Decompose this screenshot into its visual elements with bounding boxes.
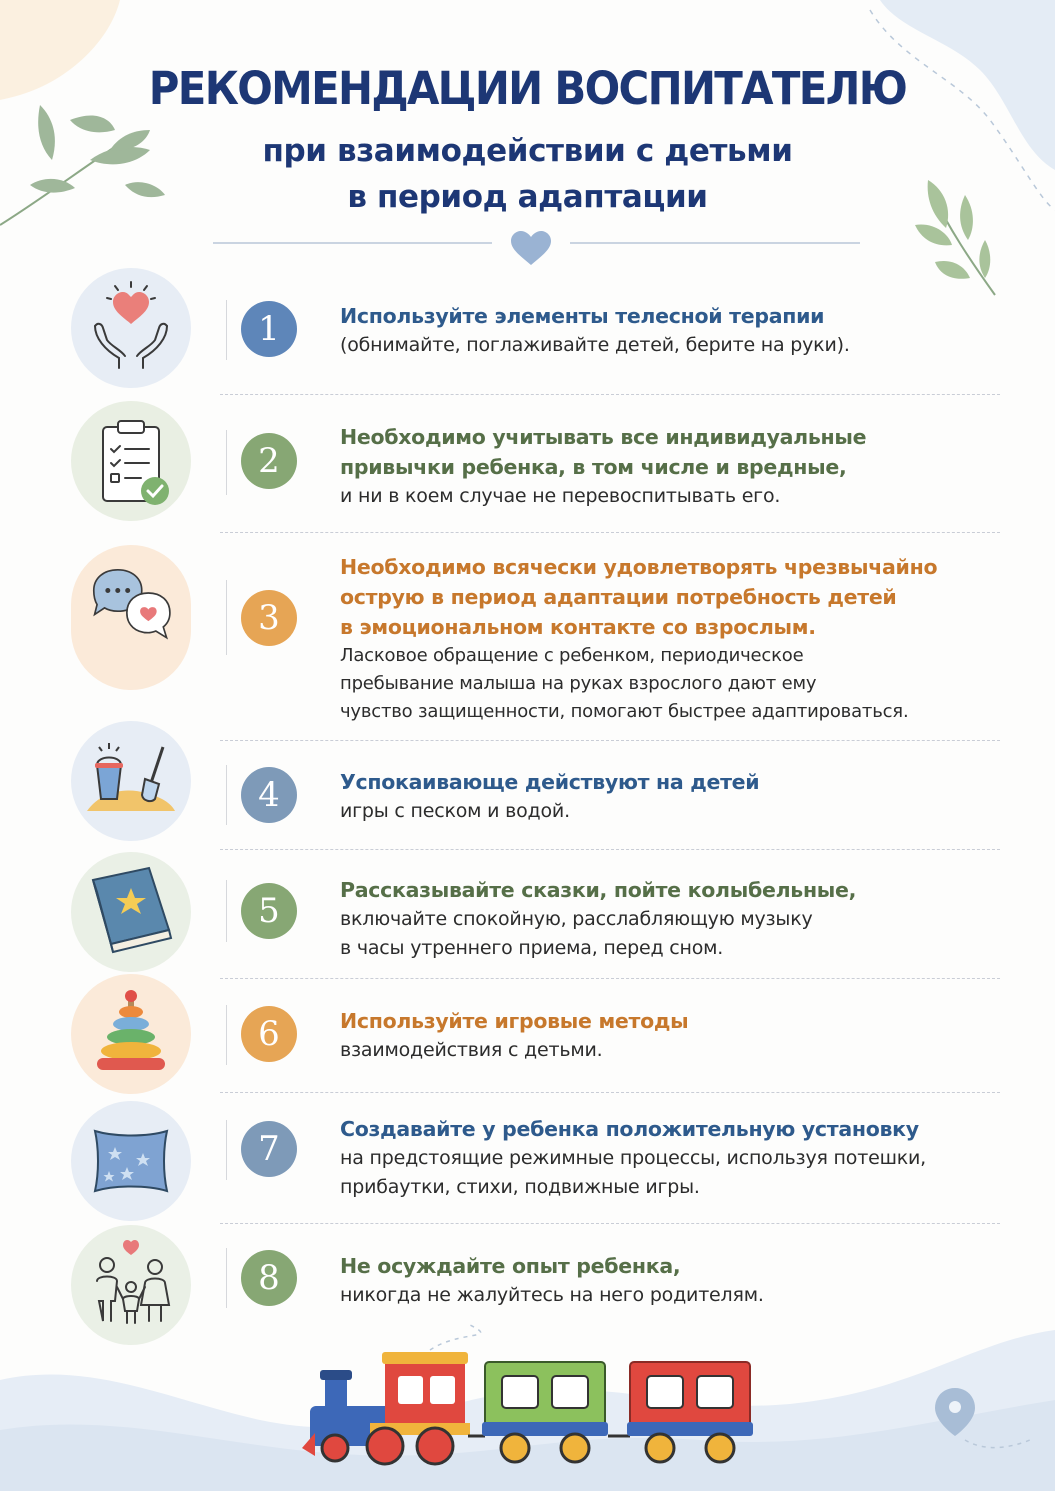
- item-heading: Необходимо учитывать все индивидуальные: [340, 425, 867, 449]
- item-heading: острую в период адаптации потребность детей: [340, 585, 897, 609]
- chat-bubbles-icon: [71, 545, 191, 665]
- item-body: взаимодействия с детьми.: [340, 1039, 603, 1061]
- divider-line: [226, 430, 227, 495]
- item-number: 5: [241, 883, 297, 939]
- divider-line: [226, 580, 227, 655]
- clipboard-check-icon: [71, 401, 191, 521]
- item-number: 6: [241, 1006, 297, 1062]
- divider-line: [226, 1248, 227, 1308]
- item-text: [340, 422, 1020, 511]
- item-heading: Используйте элементы телесной терапии: [340, 304, 825, 328]
- item-text: [340, 301, 1020, 360]
- item-body: никогда не жалуйтесь на него родителям.: [340, 1284, 764, 1306]
- icon-circle: [71, 545, 191, 690]
- family-icon: [71, 1225, 191, 1345]
- storybook-icon: [71, 852, 191, 972]
- sand-bucket-icon: [71, 721, 191, 841]
- page-title: РЕКОМЕНДАЦИИ ВОСПИТАТЕЛЮ: [148, 62, 907, 115]
- icon-circle: [71, 401, 191, 521]
- item-heading: Создавайте у ребенка положительную установку: [340, 1117, 919, 1141]
- item-text: [340, 1006, 1020, 1065]
- item-number: 4: [241, 767, 297, 823]
- icon-circle: [71, 1225, 191, 1345]
- divider-line: [226, 300, 227, 360]
- item-body: игры с песком и водой.: [340, 800, 570, 822]
- item-text: [340, 1251, 1020, 1310]
- divider-line: [226, 765, 227, 825]
- item-body: и ни в коем случае не перевоспитывать его.: [340, 485, 781, 507]
- item-number: 3: [241, 590, 297, 646]
- item-heading: Используйте игровые методы: [340, 1009, 689, 1033]
- hands-heart-icon: [71, 268, 191, 388]
- icon-circle: [71, 852, 191, 972]
- item-heading: Успокаивающе действуют на детей: [340, 770, 760, 794]
- stacking-rings-icon: [71, 974, 191, 1094]
- dashed-separator: [220, 740, 1000, 741]
- dashed-separator: [220, 532, 1000, 533]
- toy-train-illustration: [290, 1318, 770, 1478]
- item-heading: Рассказывайте сказки, пойте колыбельные,: [340, 878, 857, 902]
- item-number: 8: [241, 1250, 297, 1306]
- divider-line: [226, 880, 227, 942]
- item-heading: Необходимо всячески удовлетворять чрезвычайно: [340, 555, 938, 579]
- pillow-icon: [71, 1101, 191, 1221]
- item-body: пребывание малыша на руках взрослого дают ему: [340, 673, 817, 694]
- item-number: 7: [241, 1121, 297, 1177]
- item-body: Ласковое обращение с ребенком, периодическое: [340, 645, 804, 666]
- subtitle-line: при взаимодействии с детьми: [262, 133, 793, 169]
- item-heading: Не осуждайте опыт ребенка,: [340, 1254, 681, 1278]
- icon-circle: [71, 721, 191, 841]
- item-body: в часы утреннего приема, перед сном.: [340, 937, 724, 959]
- item-body: включайте спокойную, расслабляющую музыку: [340, 908, 813, 930]
- dashed-separator: [220, 1223, 1000, 1224]
- divider-line: [226, 1005, 227, 1065]
- subtitle-line: в период адаптации: [347, 179, 708, 215]
- item-body: чувство защищенности, помогают быстрее адаптироваться.: [340, 701, 909, 722]
- page-subtitle: [0, 128, 1055, 220]
- item-text: [340, 767, 1020, 826]
- item-text: [340, 552, 1020, 726]
- dashed-separator: [220, 1092, 1000, 1093]
- item-heading: привычки ребенка, в том числе и вредные,: [340, 455, 847, 479]
- icon-circle: [71, 268, 191, 388]
- item-text: [340, 875, 1020, 963]
- item-body: на предстоящие режимные процессы, используя потешки,: [340, 1147, 927, 1169]
- icon-circle: [71, 974, 191, 1094]
- item-number: 2: [241, 433, 297, 489]
- item-text: [340, 1114, 1020, 1202]
- dashed-separator: [220, 849, 1000, 850]
- item-heading: в эмоциональном контакте со взрослым.: [340, 615, 816, 639]
- icon-circle: [71, 1101, 191, 1221]
- dashed-separator: [220, 394, 1000, 395]
- dashed-separator: [220, 978, 1000, 979]
- item-body: (обнимайте, поглаживайте детей, берите на руки).: [340, 334, 850, 356]
- divider-line: [226, 1120, 227, 1180]
- item-body: прибаутки, стихи, подвижные игры.: [340, 1176, 700, 1198]
- item-number: 1: [241, 301, 297, 357]
